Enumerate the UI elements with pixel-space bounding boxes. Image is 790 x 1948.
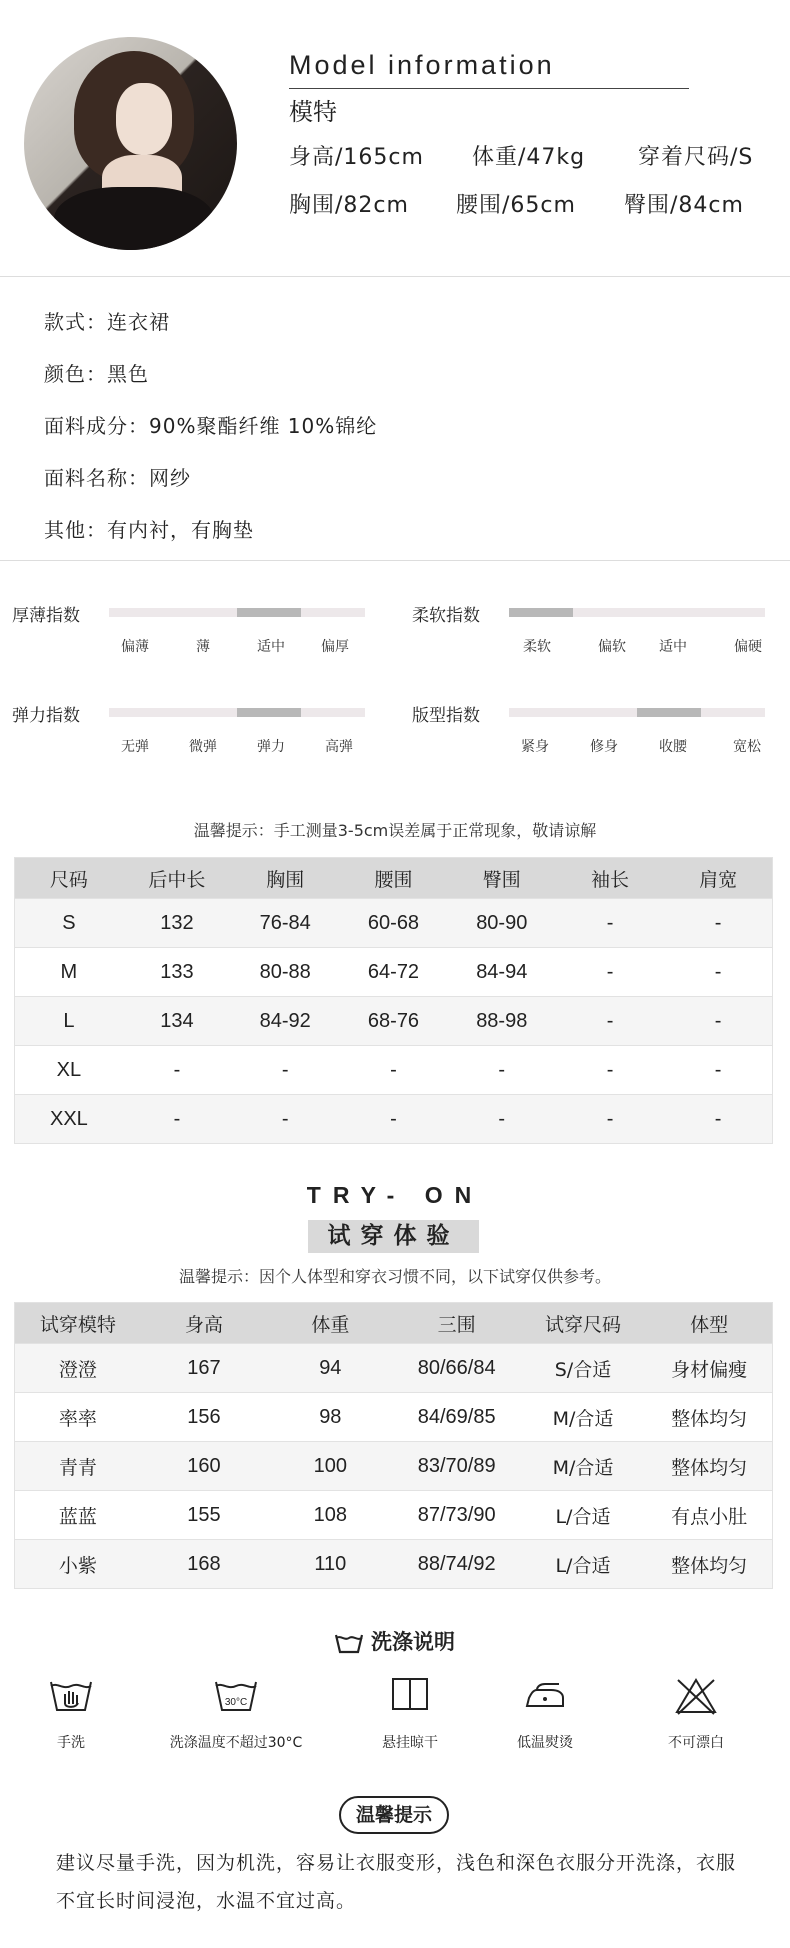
table-cell: - xyxy=(556,899,664,948)
table-row xyxy=(15,899,773,948)
model-bust: 胸围/82cm xyxy=(289,193,409,218)
index-bar-softness xyxy=(509,608,765,617)
table-cell: - xyxy=(339,1095,447,1144)
table-cell: 108 xyxy=(267,1491,393,1540)
index-option: 紧身 xyxy=(521,739,549,755)
table-cell: 132 xyxy=(123,899,231,948)
table-cell: - xyxy=(664,948,772,997)
table-cell: - xyxy=(664,1046,772,1095)
model-info-title: Model information xyxy=(289,50,555,80)
index-fill-softness xyxy=(509,608,573,617)
index-bar-thickness xyxy=(109,608,365,617)
table-cell: 60-68 xyxy=(339,899,447,948)
model-title-underline xyxy=(289,88,689,89)
table-cell: S/合适 xyxy=(520,1344,646,1393)
table-cell: - xyxy=(556,1095,664,1144)
hand-wash-icon xyxy=(49,1676,93,1712)
table-cell: 83/70/89 xyxy=(393,1442,519,1491)
table-cell: 蓝蓝 xyxy=(15,1491,141,1540)
tip-text: 建议尽量手洗，因为机洗，容易让衣服变形，浅色和深色衣服分开洗涤，衣服不宜长时间浸泡，水温不宜过高。 xyxy=(56,1852,737,1912)
wash-label: 洗涤温度不超过30°C xyxy=(169,1735,303,1751)
table-cell: M/合适 xyxy=(520,1393,646,1442)
index-option: 宽松 xyxy=(733,739,761,755)
table-cell: - xyxy=(123,1046,231,1095)
table-cell: - xyxy=(664,1095,772,1144)
index-label-softness: 柔软指数 xyxy=(412,606,480,626)
table-cell: 88-98 xyxy=(448,997,556,1046)
size-table-header xyxy=(15,858,773,899)
table-cell: 整体均匀 xyxy=(646,1540,772,1589)
divider xyxy=(0,560,790,561)
divider xyxy=(0,276,790,277)
table-cell: 84/69/85 xyxy=(393,1393,519,1442)
table-cell: 整体均匀 xyxy=(646,1442,772,1491)
index-option: 适中 xyxy=(659,639,687,655)
size-header-cell: 尺码 xyxy=(15,858,123,899)
table-cell: 有点小肚 xyxy=(646,1491,772,1540)
tryon-header-cell: 体型 xyxy=(646,1303,772,1344)
table-cell: 68-76 xyxy=(339,997,447,1046)
wash-section-title xyxy=(0,1626,790,1656)
table-cell: - xyxy=(556,1046,664,1095)
table-cell: 88/74/92 xyxy=(393,1540,519,1589)
size-table xyxy=(14,857,773,1144)
table-cell: 98 xyxy=(267,1393,393,1442)
table-cell: - xyxy=(339,1046,447,1095)
table-row xyxy=(15,1491,773,1540)
table-row xyxy=(15,1442,773,1491)
attr-color: 颜色：黑色 xyxy=(44,362,149,386)
table-cell: 身材偏瘦 xyxy=(646,1344,772,1393)
index-label-fit: 版型指数 xyxy=(412,706,480,726)
model-size: 穿着尺码/S xyxy=(638,145,754,170)
no-bleach-icon xyxy=(674,1676,718,1716)
index-option: 偏硬 xyxy=(734,639,762,655)
wash-label: 手洗 xyxy=(57,1735,85,1751)
wash-title-text: 洗涤说明 xyxy=(371,1630,455,1654)
model-weight: 体重/47kg xyxy=(472,145,586,170)
index-option: 修身 xyxy=(590,739,618,755)
table-cell: - xyxy=(556,948,664,997)
tryon-header-cell: 试穿尺码 xyxy=(520,1303,646,1344)
table-cell: 76-84 xyxy=(231,899,339,948)
wash-label: 不可漂白 xyxy=(668,1735,724,1751)
index-fill-thickness xyxy=(237,608,301,617)
table-cell: - xyxy=(664,997,772,1046)
model-height: 身高/165cm xyxy=(289,145,424,170)
table-cell: - xyxy=(448,1046,556,1095)
index-label-thickness: 厚薄指数 xyxy=(12,606,80,626)
tryon-subtitle: 试穿体验 xyxy=(308,1220,479,1253)
tryon-header-cell: 试穿模特 xyxy=(15,1303,141,1344)
model-hip: 臀围/84cm xyxy=(624,193,744,218)
model-info-section xyxy=(0,0,790,276)
wash-basin-icon xyxy=(335,1632,363,1654)
index-option: 无弹 xyxy=(121,739,149,755)
tryon-header-cell: 身高 xyxy=(141,1303,267,1344)
table-cell: 134 xyxy=(123,997,231,1046)
table-cell: M xyxy=(15,948,123,997)
wash-30-badge: 30°C xyxy=(224,1697,248,1708)
table-cell: XXL xyxy=(15,1095,123,1144)
attr-fabric-name: 面料名称：网纱 xyxy=(44,466,191,490)
table-row xyxy=(15,1393,773,1442)
table-cell: 80/66/84 xyxy=(393,1344,519,1393)
table-cell: - xyxy=(231,1046,339,1095)
table-cell: - xyxy=(664,899,772,948)
tip-title: 温馨提示 xyxy=(339,1796,449,1834)
table-cell: 青青 xyxy=(15,1442,141,1491)
index-fill-elasticity xyxy=(237,708,301,717)
index-option: 偏薄 xyxy=(121,639,149,655)
size-notice: 温馨提示：手工测量3-5cm误差属于正常现象，敬请谅解 xyxy=(193,821,597,840)
index-option: 弹力 xyxy=(257,739,285,755)
table-cell: 率率 xyxy=(15,1393,141,1442)
model-avatar xyxy=(24,37,237,250)
model-info-subtitle: 模特 xyxy=(289,98,337,126)
table-row xyxy=(15,1095,773,1144)
table-cell: - xyxy=(448,1095,556,1144)
index-bar-elasticity xyxy=(109,708,365,717)
table-row xyxy=(15,1046,773,1095)
table-cell: 整体均匀 xyxy=(646,1393,772,1442)
table-cell: L/合适 xyxy=(520,1491,646,1540)
size-header-cell: 臀围 xyxy=(448,858,556,899)
index-option: 微弹 xyxy=(189,739,217,755)
table-cell: 160 xyxy=(141,1442,267,1491)
table-cell: L xyxy=(15,997,123,1046)
table-cell: M/合适 xyxy=(520,1442,646,1491)
index-option: 适中 xyxy=(257,639,285,655)
size-header-cell: 腰围 xyxy=(339,858,447,899)
table-cell: 110 xyxy=(267,1540,393,1589)
table-cell: 84-94 xyxy=(448,948,556,997)
attr-style: 款式：连衣裙 xyxy=(44,310,170,334)
table-cell: 100 xyxy=(267,1442,393,1491)
table-cell: 80-88 xyxy=(231,948,339,997)
table-cell: S xyxy=(15,899,123,948)
table-row xyxy=(15,1540,773,1589)
index-fill-fit xyxy=(637,708,701,717)
index-label-elasticity: 弹力指数 xyxy=(12,706,80,726)
wash-label: 低温熨烫 xyxy=(517,1735,573,1751)
attr-fabric-content: 面料成分：90%聚酯纤维 10%锦纶 xyxy=(44,414,378,438)
size-header-cell: 肩宽 xyxy=(664,858,772,899)
model-waist: 腰围/65cm xyxy=(456,193,576,218)
index-option: 收腰 xyxy=(659,739,687,755)
tryon-table xyxy=(14,1302,773,1589)
table-cell: 84-92 xyxy=(231,997,339,1046)
table-cell: 澄澄 xyxy=(15,1344,141,1393)
wash-30-icon xyxy=(214,1676,258,1712)
table-row xyxy=(15,948,773,997)
wash-label: 悬挂晾干 xyxy=(382,1735,438,1751)
table-row xyxy=(15,997,773,1046)
wash-item-iron xyxy=(470,1676,620,1752)
tryon-table-header xyxy=(15,1303,773,1344)
wash-item-bleach xyxy=(621,1676,771,1752)
table-cell: - xyxy=(123,1095,231,1144)
tryon-header-cell: 三围 xyxy=(393,1303,519,1344)
table-cell: XL xyxy=(15,1046,123,1095)
size-header-cell: 袖长 xyxy=(556,858,664,899)
wash-item-30 xyxy=(161,1676,311,1752)
index-option: 偏软 xyxy=(598,639,626,655)
wash-item-hang xyxy=(335,1676,485,1752)
table-cell: 小紫 xyxy=(15,1540,141,1589)
table-cell: 156 xyxy=(141,1393,267,1442)
tryon-title: TRY- ON xyxy=(306,1182,484,1208)
index-option: 高弹 xyxy=(325,739,353,755)
table-row xyxy=(15,1344,773,1393)
hang-dry-icon xyxy=(390,1676,430,1712)
low-iron-icon xyxy=(523,1676,567,1712)
index-option: 薄 xyxy=(196,639,210,655)
attr-other: 其他：有内衬，有胸垫 xyxy=(44,518,254,542)
table-cell: 87/73/90 xyxy=(393,1491,519,1540)
table-cell: 94 xyxy=(267,1344,393,1393)
table-cell: - xyxy=(556,997,664,1046)
size-header-cell: 后中长 xyxy=(123,858,231,899)
table-cell: L/合适 xyxy=(520,1540,646,1589)
table-cell: 155 xyxy=(141,1491,267,1540)
index-option: 柔软 xyxy=(523,639,551,655)
table-cell: - xyxy=(231,1095,339,1144)
table-cell: 80-90 xyxy=(448,899,556,948)
tryon-notice: 温馨提示：因个人体型和穿衣习惯不同，以下试穿仅供参考。 xyxy=(178,1267,611,1286)
tryon-header-cell: 体重 xyxy=(267,1303,393,1344)
table-cell: 167 xyxy=(141,1344,267,1393)
table-cell: 168 xyxy=(141,1540,267,1589)
index-bar-fit xyxy=(509,708,765,717)
table-cell: 133 xyxy=(123,948,231,997)
table-cell: 64-72 xyxy=(339,948,447,997)
size-header-cell: 胸围 xyxy=(231,858,339,899)
index-option: 偏厚 xyxy=(321,639,349,655)
wash-item-hand xyxy=(0,1676,146,1752)
